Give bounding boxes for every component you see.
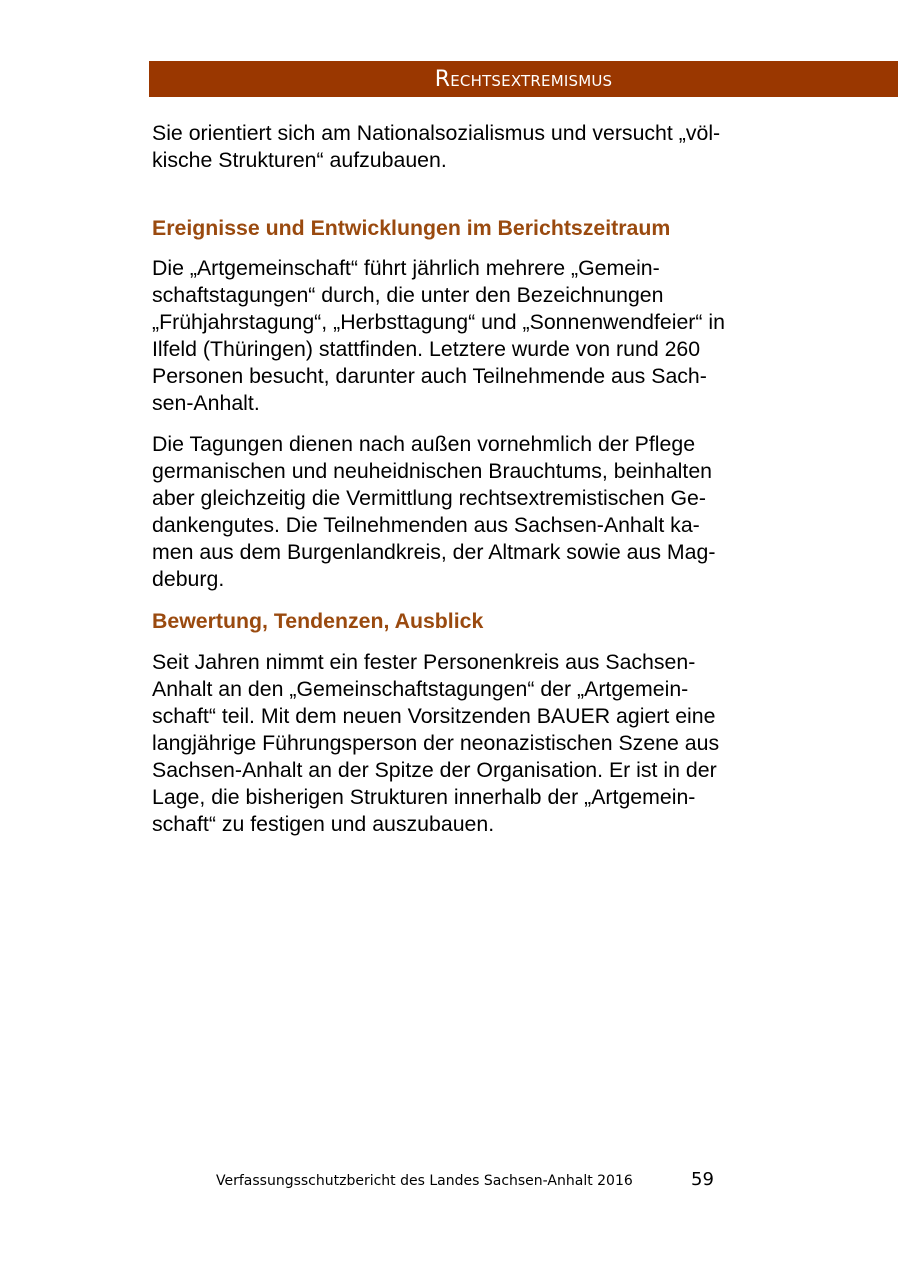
assessment-paragraph: Seit Jahren nimmt ein fester Personenkreis aus Sachsen- Anhalt an den „Gemeinschaftstagungen“ der „Artgemein- schaft“ teil. Mit dem neuen Vorsitzenden BAUER agiert eine langjährige Führungsperson der neonazistischen Szene aus Sachsen-Anhalt an der Spitze der Organisation. Er ist in der Lage, die bisherigen Strukturen innerhalb der „Artgemein- schaft“ zu festigen und auszubauen. [152, 650, 720, 836]
page-number: 59 [691, 1169, 714, 1190]
events-paragraph-1: Die „Artgemeinschaft“ führt jährlich mehrere „Gemein- schaftstagungen“ durch, die unter den Bezeichnungen „Frühjahrstagung“, „Herbsttagung“ und „Sonnenwendfeier“ in Ilfeld (Thüringen) stattfinden. Letztere wurde von rund 260 Personen besucht, darunter auch Teilnehmende aus Sach- sen-Anhalt. [152, 256, 725, 415]
footer-report-title: Verfassungsschutzbericht des Landes Sachsen-Anhalt 2016 [216, 1173, 633, 1189]
heading-assessment: Bewertung, Tendenzen, Ausblick [152, 609, 484, 633]
main-content [152, 120, 792, 838]
intro-paragraph: Sie orientiert sich am Nationalsozialismus und versucht „völ- kische Strukturen“ aufzubauen. [152, 121, 721, 172]
section-title: Rechtsextremismus [434, 66, 613, 92]
section-header-bar [149, 61, 898, 97]
heading-events: Ereignisse und Entwicklungen im Berichtszeitraum [152, 216, 671, 240]
events-paragraph-2: Die Tagungen dienen nach außen vornehmlich der Pflege germanischen und neuheidnischen Brauchtums, beinhalten aber gleichzeitig die Vermittlung rechtsextremistischen Ge- dankengutes. Die Teilnehmenden aus Sachsen-Anhalt ka- men aus dem Burgenlandkreis, der Altmark sowie aus Mag- deburg. [152, 432, 716, 591]
